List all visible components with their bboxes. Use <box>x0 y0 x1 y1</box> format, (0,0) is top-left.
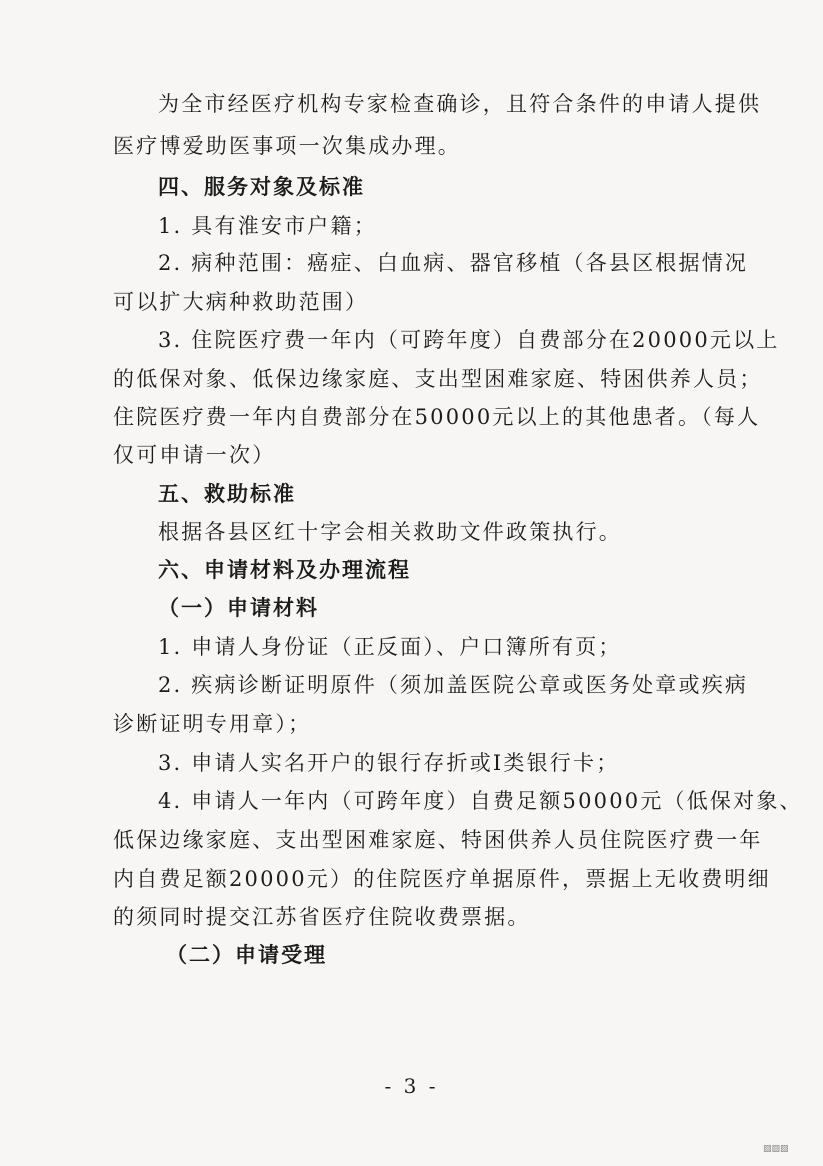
paragraph-line: 内自费足额20000元）的住院医疗单据原件，票据上无收费明细 <box>113 867 771 891</box>
section-heading: 四、服务对象及标准 <box>158 175 365 199</box>
paragraph-line: 诊断证明专用章）； <box>113 712 312 736</box>
paragraph-line: 的低保对象、低保边缘家庭、支出型困难家庭、特困供养人员； <box>113 367 763 391</box>
section-heading: 六、申请材料及办理流程 <box>158 558 411 582</box>
watermark-logo: ▧▨▧ <box>763 1144 789 1154</box>
paragraph-line: 可以扩大病种救助范围） <box>113 290 369 314</box>
list-item: 2. 疾病诊断证明原件（须加盖医院公章或医务处章或疾病 <box>158 673 749 697</box>
paragraph-line: 住院医疗费一年内自费部分在50000元以上的其他患者。（每人 <box>113 405 761 429</box>
subsection-heading: （一）申请材料 <box>158 596 319 620</box>
paragraph-line: 低保边缘家庭、支出型困难家庭、特困供养人员住院医疗费一年 <box>113 828 763 852</box>
paragraph-line: 仅可申请一次） <box>113 443 276 467</box>
paragraph-line: 根据各县区红十字会相关救助文件政策执行。 <box>158 520 622 544</box>
list-item: 3. 住院医疗费一年内（可跨年度）自费部分在20000元以上 <box>158 328 780 352</box>
list-item: 4. 申请人一年内（可跨年度）自费足额50000元（低保对象、 <box>158 789 803 813</box>
list-item: 3. 申请人实名开户的银行存折或Ⅰ类银行卡； <box>158 751 620 775</box>
paragraph-line: 的须同时提交江苏省医疗住院收费票据。 <box>113 905 531 929</box>
page-number: - 3 - <box>384 1074 439 1098</box>
list-item: 1. 申请人身份证（正反面）、户口簿所有页； <box>158 635 622 659</box>
paragraph-line: 医疗博爱助医事项一次集成办理。 <box>113 134 461 158</box>
subsection-heading: （二）申请受理 <box>166 943 327 967</box>
paragraph-line: 为全市经医疗机构专家检查确诊，且符合条件的申请人提供 <box>158 92 762 116</box>
list-item: 1. 具有淮安市户籍； <box>158 214 377 238</box>
list-item: 2. 病种范围：癌症、白血病、器官移植（各县区根据情况 <box>158 251 749 275</box>
section-heading: 五、救助标准 <box>158 482 296 506</box>
